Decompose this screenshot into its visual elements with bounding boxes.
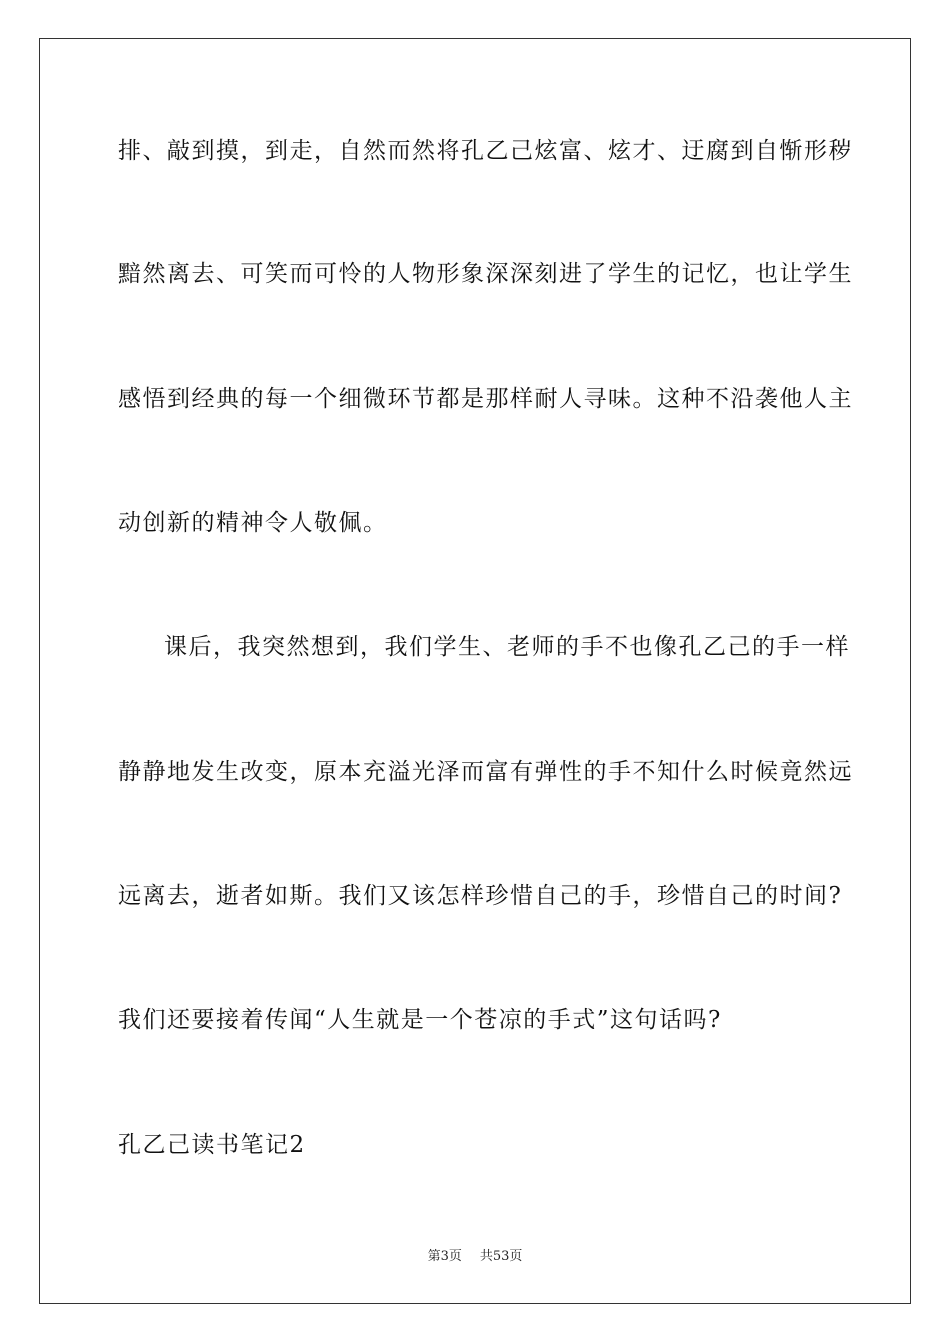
paragraph-line: 黯然离去、可笑而可怜的人物形象深深刻进了学生的记忆，也让学生 xyxy=(118,261,853,287)
paragraph-line: 静静地发生改变，原本充溢光泽而富有弹性的手不知什么时候竟然远 xyxy=(118,759,853,785)
paragraph-line: 感悟到经典的每一个细微环节都是那样耐人寻味。这种不沿袭他人主 xyxy=(118,386,853,412)
total-pages: 共53页 xyxy=(479,1249,523,1264)
paragraph-line: 远离去，逝者如斯。我们又该怎样珍惜自己的手，珍惜自己的时间? xyxy=(118,883,843,909)
paragraph-line: 课后，我突然想到，我们学生、老师的手不也像孔乙己的手一样 xyxy=(164,634,850,660)
paragraph-line: 动创新的精神令人敬佩。 xyxy=(118,510,388,536)
page-footer xyxy=(0,1248,950,1266)
section-heading: 孔乙己读书笔记2 xyxy=(118,1132,306,1158)
page-number: 第3页 xyxy=(427,1249,462,1264)
paragraph-line: 排、敲到摸，到走，自然而然将孔乙己炫富、炫才、迂腐到自惭形秽 xyxy=(118,138,853,164)
page-frame xyxy=(39,38,911,1304)
paragraph-line: 我们还要接着传闻“人生就是一个苍凉的手式”这句话吗? xyxy=(118,1007,722,1033)
